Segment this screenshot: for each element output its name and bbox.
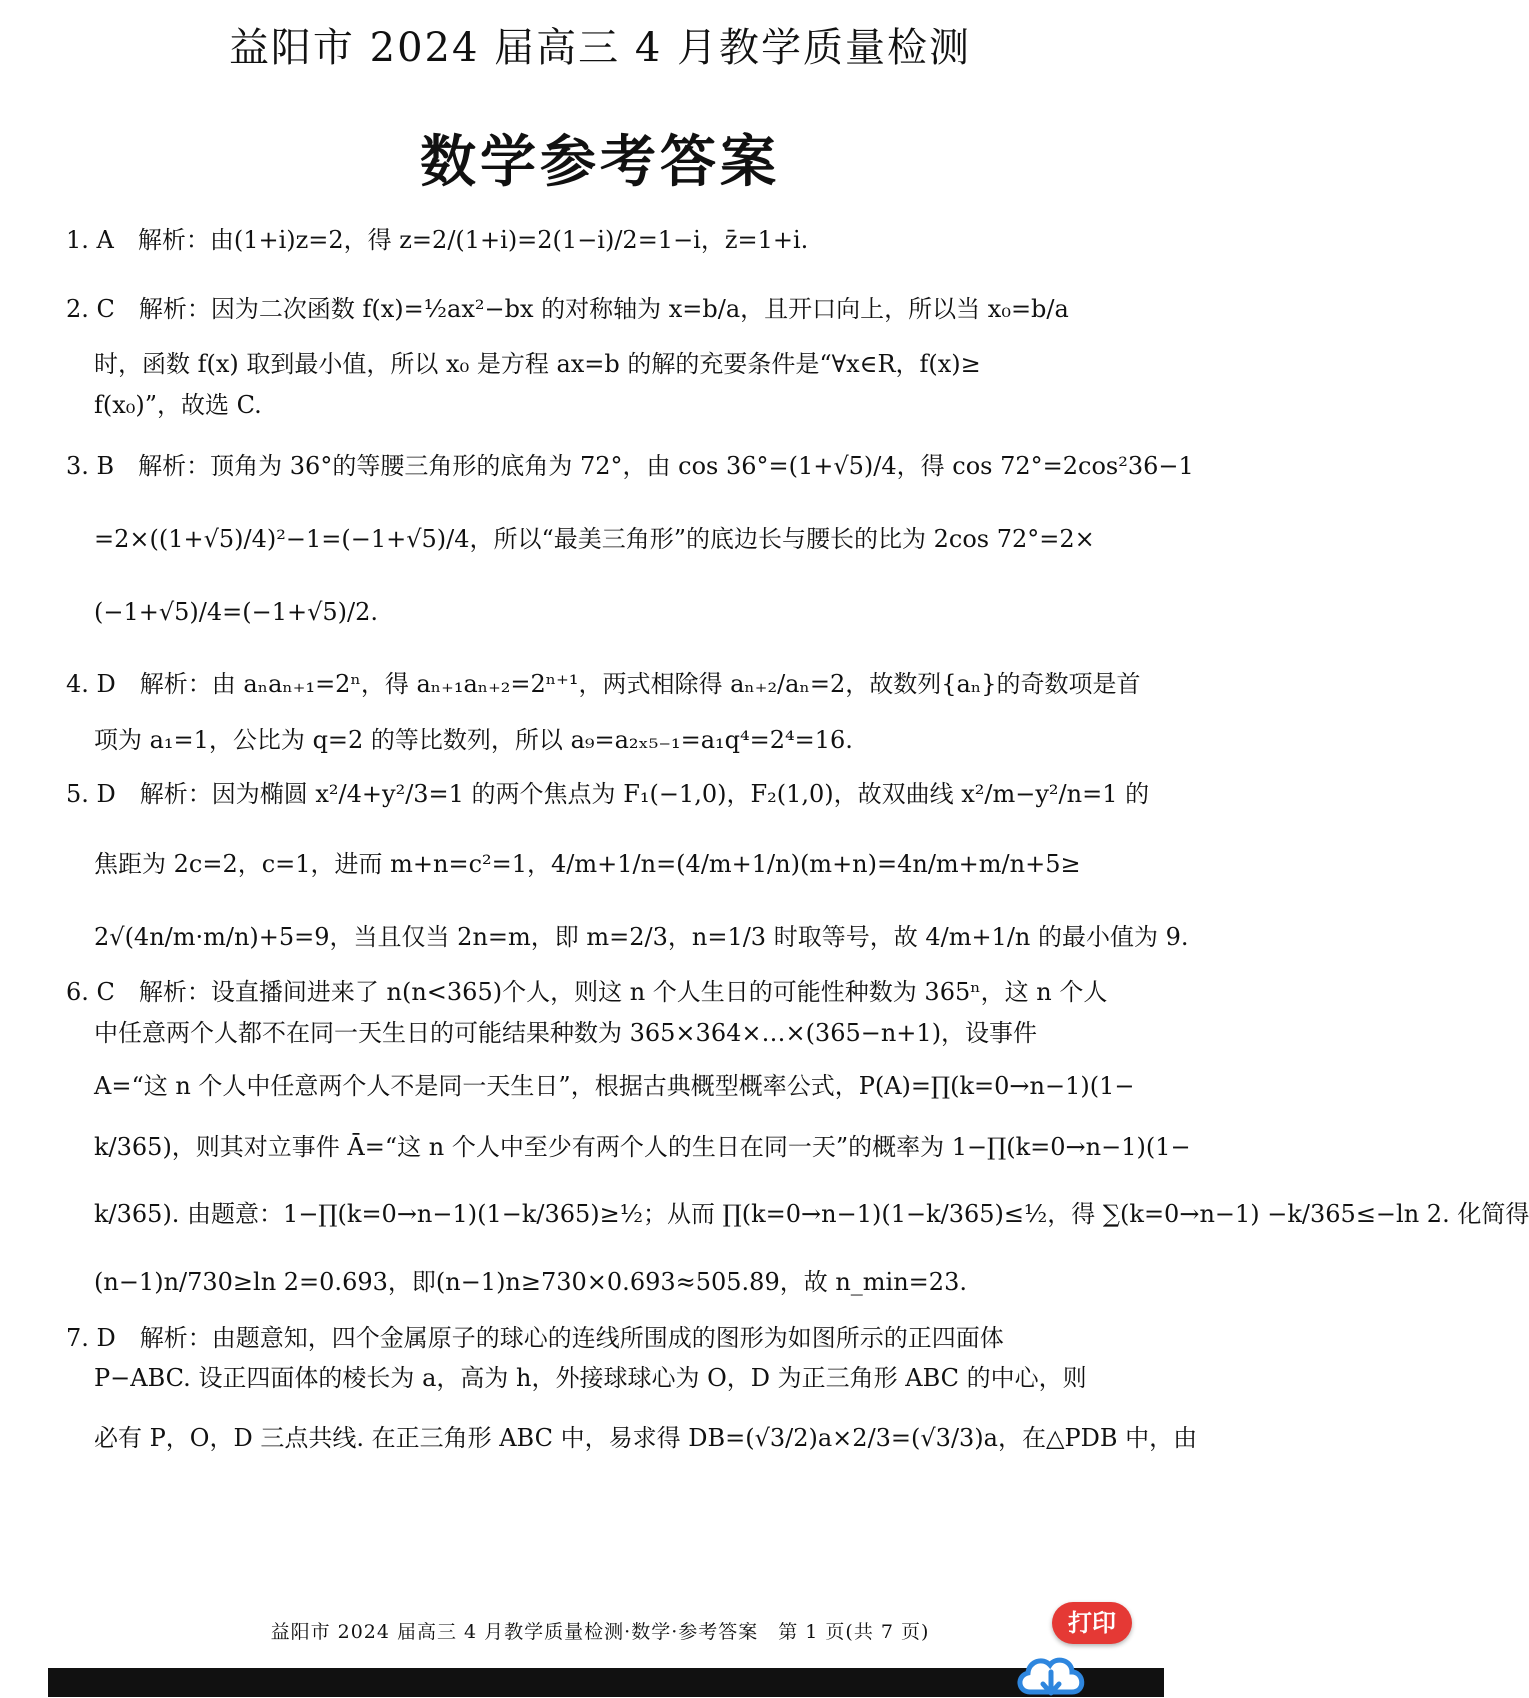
answer-2-line-3: f(x₀)”，故选 C. bbox=[94, 391, 262, 419]
answer-5-line-2: 焦距为 2c=2，c=1，进而 m+n=c²=1，4/m+1/n=(4/m+1/n)(m+n)=4n/m+m/n+5≥ bbox=[94, 850, 1081, 878]
answer-5-line-3: 2√(4n/m·m/n)+5=9，当且仅当 2n=m，即 m=2/3，n=1/3 时取等号，故 4/m+1/n 的最小值为 9. bbox=[94, 923, 1189, 951]
page-footer: 益阳市 2024 届高三 4 月教学质量检测·数学·参考答案 第 1 页(共 7 页) bbox=[270, 1621, 930, 1643]
document-subtitle: 数学参考答案 bbox=[420, 129, 780, 195]
answer-2-line-2: 时，函数 f(x) 取到最小值，所以 x₀ 是方程 ax=b 的解的充要条件是“∀x∈R，f(x)≥ bbox=[94, 350, 981, 378]
answer-7-line-2: P−ABC. 设正四面体的棱长为 a，高为 h，外接球球心为 O，D 为正三角形 ABC 的中心，则 bbox=[94, 1364, 1087, 1392]
answer-7-line-1: 7. D 解析：由题意知，四个金属原子的球心的连线所围成的图形为如图所示的正四面体 bbox=[66, 1324, 1004, 1352]
answer-7-line-3: 必有 P，O，D 三点共线. 在正三角形 ABC 中，易求得 DB=(√3/2)a×2/3=(√3/3)a，在△PDB 中，由 bbox=[94, 1424, 1198, 1452]
answer-5-line-1: 5. D 解析：因为椭圆 x²/4+y²/3=1 的两个焦点为 F₁(−1,0)，F₂(1,0)，故双曲线 x²/m−y²/n=1 的 bbox=[66, 780, 1150, 808]
answer-2-line-1: 2. C 解析：因为二次函数 f(x)=½ax²−bx 的对称轴为 x=b/a，且开口向上，所以当 x₀=b/a bbox=[66, 295, 1069, 323]
answer-6-line-4: k/365)，则其对立事件 Ā=“这 n 个人中至少有两个人的生日在同一天”的概率为 1−∏(k=0→n−1)(1− bbox=[94, 1133, 1191, 1161]
answer-3-line-2: =2×((1+√5)/4)²−1=(−1+√5)/4，所以“最美三角形”的底边长与腰长的比为 2cos 72°=2× bbox=[94, 525, 1095, 553]
answer-6-line-1: 6. C 解析：设直播间进来了 n(n<365)个人，则这 n 个人生日的可能性种数为 365ⁿ，这 n 个人 bbox=[66, 978, 1108, 1006]
answer-4-line-2: 项为 a₁=1，公比为 q=2 的等比数列，所以 a₉=a₂ₓ₅₋₁=a₁q⁴=2⁴=16. bbox=[94, 726, 853, 754]
answer-1-line-1: 1. A 解析：由(1+i)z=2，得 z=2/(1+i)=2(1−i)/2=1−i，z̄=1+i. bbox=[66, 226, 809, 254]
answer-6-line-2: 中任意两个人都不在同一天生日的可能结果种数为 365×364×…×(365−n+1)，设事件 bbox=[94, 1019, 1038, 1047]
answer-3-line-1: 3. B 解析：顶角为 36°的等腰三角形的底角为 72°，由 cos 36°=(1+√5)/4，得 cos 72°=2cos²36−1 bbox=[66, 452, 1194, 480]
answer-6-line-6: (n−1)n/730≥ln 2=0.693，即(n−1)n≥730×0.693≈505.89，故 n_min=23. bbox=[94, 1268, 967, 1296]
cloud-download-icon[interactable] bbox=[1012, 1652, 1090, 1698]
answer-4-line-1: 4. D 解析：由 aₙaₙ₊₁=2ⁿ，得 aₙ₊₁aₙ₊₂=2ⁿ⁺¹，两式相除得 aₙ₊₂/aₙ=2，故数列{aₙ}的奇数项是首 bbox=[66, 670, 1141, 698]
answer-6-line-5: k/365). 由题意：1−∏(k=0→n−1)(1−k/365)≥½；从而 ∏(k=0→n−1)(1−k/365)≤½，得 ∑(k=0→n−1) −k/365≤−ln 2. 化简得 bbox=[94, 1200, 1529, 1228]
answer-3-line-3: (−1+√5)/4=(−1+√5)/2. bbox=[94, 598, 379, 626]
answer-6-line-3: A=“这 n 个人中任意两个人不是同一天生日”，根据古典概型概率公式，P(A)=∏(k=0→n−1)(1− bbox=[94, 1072, 1135, 1100]
bottom-toolbar bbox=[48, 1668, 1164, 1697]
document-title: 益阳市 2024 届高三 4 月教学质量检测 bbox=[228, 25, 972, 71]
print-button[interactable]: 打印 bbox=[1052, 1602, 1132, 1644]
